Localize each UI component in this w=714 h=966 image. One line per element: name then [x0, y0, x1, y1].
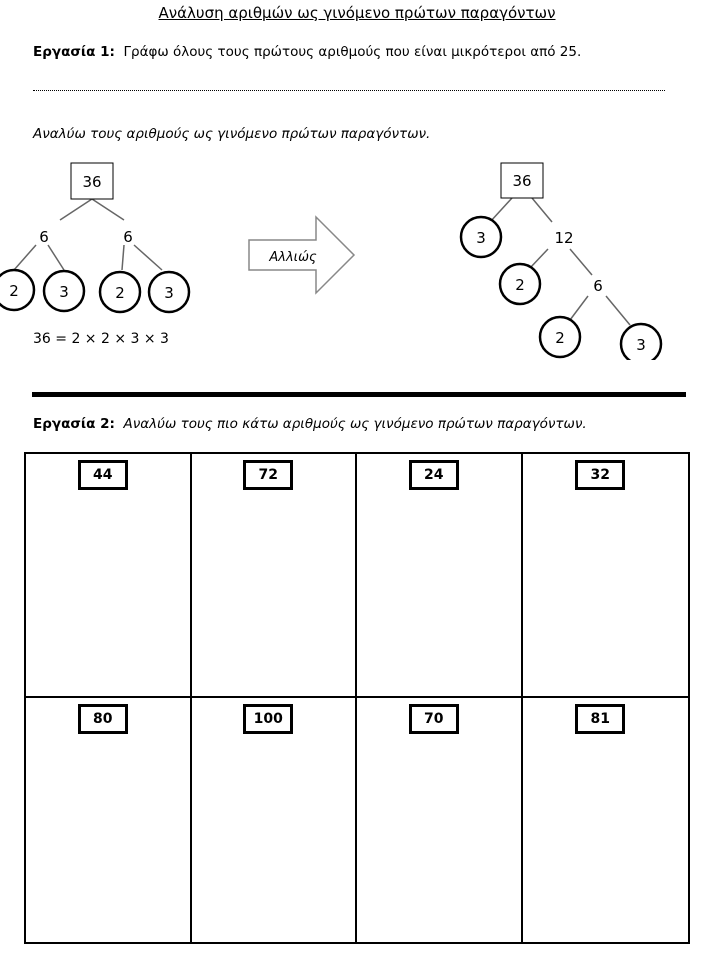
right-node-a: 3 — [476, 229, 486, 247]
exercise-cell[interactable] — [357, 454, 523, 698]
task-1-label: Εργασία 1 — [33, 44, 110, 60]
left-leaf-3: 2 — [115, 284, 125, 302]
factor-trees — [0, 150, 714, 360]
task-2-text: Αναλύω τους πιο κάτω αριθμούς ως γινόμενο πρώτων παραγόντων. — [123, 416, 587, 432]
exercise-cell[interactable] — [26, 454, 192, 698]
page-title: Ανάλυση αριθμών ως γινόμενο πρώτων παραγόντων — [158, 4, 556, 22]
task-2-label: Εργασία 2 — [33, 416, 110, 432]
number-box: 80 — [78, 704, 128, 734]
task-1: Εργασία 1: Γράφω όλους τους πρώτους αριθμούς που είναι μικρότεροι από 25. — [33, 44, 582, 60]
number-box: 70 — [409, 704, 459, 734]
right-node-d: 6 — [593, 277, 603, 295]
answer-line[interactable] — [33, 86, 665, 91]
task-1-text: Γράφω όλους τους πρώτους αριθμούς που είναι μικρότεροι από 25. — [123, 44, 582, 60]
left-mid-right: 6 — [123, 228, 133, 246]
number-box: 72 — [243, 460, 293, 490]
instruction: Αναλύω τους αριθμούς ως γινόμενο πρώτων παραγόντων. — [33, 126, 431, 142]
exercise-grid — [24, 452, 690, 944]
right-node-b: 12 — [554, 229, 574, 247]
number-box: 24 — [409, 460, 459, 490]
number-box: 32 — [575, 460, 625, 490]
left-leaf-4: 3 — [164, 284, 174, 302]
left-leaf-2: 3 — [59, 283, 69, 301]
exercise-cell[interactable] — [523, 698, 689, 942]
right-root-text: 36 — [512, 172, 532, 190]
exercise-cell[interactable] — [523, 454, 689, 698]
left-root-text: 36 — [82, 173, 102, 191]
right-node-c: 2 — [515, 276, 525, 294]
exercise-cell[interactable] — [192, 698, 358, 942]
task-2: Εργασία 2: Αναλύω τους πιο κάτω αριθμούς ως γινόμενο πρώτων παραγόντων. — [33, 416, 587, 432]
exercise-cell[interactable] — [357, 698, 523, 942]
number-box: 44 — [78, 460, 128, 490]
equation: 36 = 2 × 2 × 3 × 3 — [33, 331, 169, 347]
section-divider — [32, 392, 686, 397]
exercise-cell[interactable] — [26, 698, 192, 942]
number-box: 100 — [243, 704, 293, 734]
left-leaf-1: 2 — [9, 282, 19, 300]
arrow-label: Αλλιώς — [269, 250, 317, 265]
right-node-e: 2 — [555, 329, 565, 347]
exercise-cell[interactable] — [192, 454, 358, 698]
number-box: 81 — [575, 704, 625, 734]
left-mid-left: 6 — [39, 228, 49, 246]
right-tree — [490, 198, 630, 325]
left-tree — [14, 199, 162, 270]
right-node-f: 3 — [636, 336, 646, 354]
